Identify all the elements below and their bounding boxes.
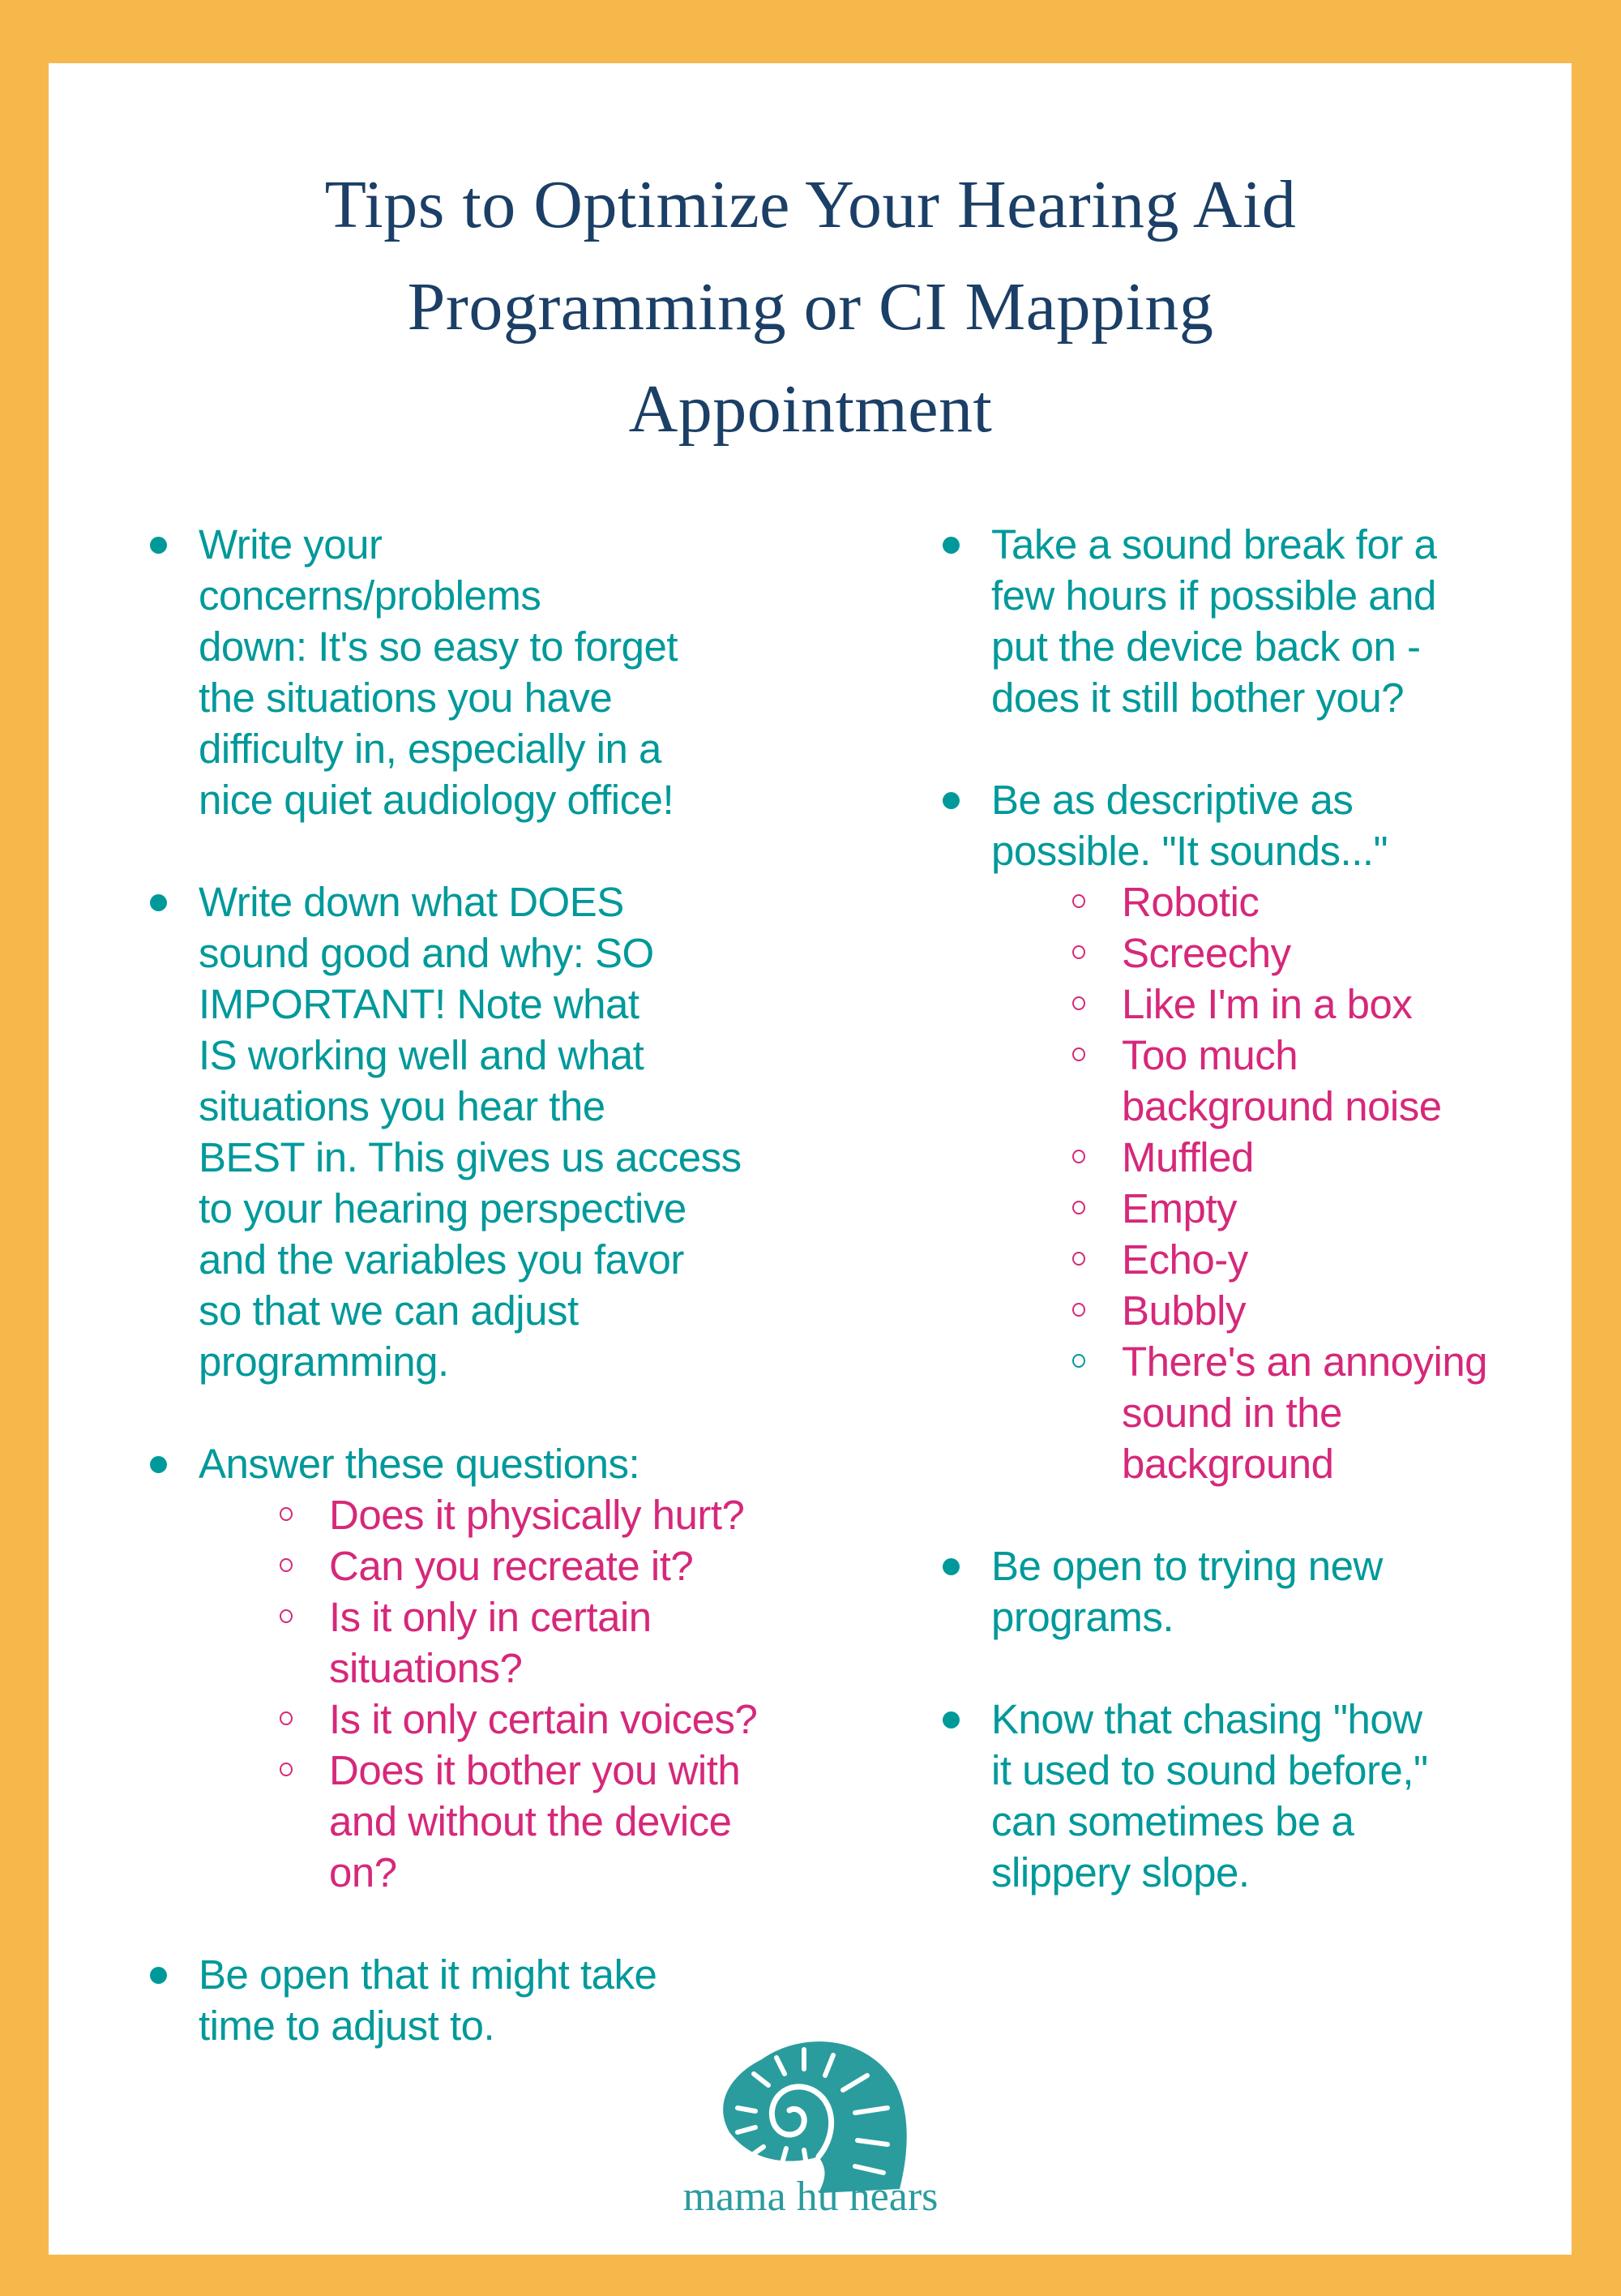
descriptor-item <box>991 876 1559 927</box>
bullet-circle-icon <box>1072 996 1085 1010</box>
tip-line: does it still bother you? <box>991 675 1405 721</box>
bullet-circle-icon <box>280 1558 293 1572</box>
descriptor-line: Robotic <box>1122 879 1260 925</box>
question-item <box>199 1540 798 1591</box>
descriptor-line: Bubbly <box>1122 1287 1246 1334</box>
tip-try-new-programs <box>943 1540 1559 1643</box>
tip-line: slippery slope. <box>991 1849 1250 1895</box>
bullet-dot-icon <box>150 1967 167 1984</box>
question-line: Does it physically hurt? <box>329 1492 745 1538</box>
bullet-circle-icon <box>280 1609 293 1623</box>
tip-line: can sometimes be a <box>991 1798 1354 1844</box>
question-item <box>199 1694 798 1745</box>
right-column <box>943 519 1559 1898</box>
bullet-circle-icon <box>1072 894 1085 908</box>
bullet-circle-icon <box>1072 1354 1085 1368</box>
bullet-dot-icon <box>943 537 960 554</box>
question-item <box>199 1489 798 1540</box>
descriptor-line: Echo-y <box>1122 1236 1248 1283</box>
tip-line: nice quiet audiology office! <box>199 777 674 823</box>
bullet-dot-icon <box>943 1558 960 1575</box>
descriptor-item <box>991 1183 1559 1234</box>
tip-line: Take a sound break for a <box>991 521 1437 568</box>
descriptor-line: background <box>1122 1441 1334 1487</box>
tip-line: few hours if possible and <box>991 572 1436 619</box>
tip-line: the situations you have <box>199 675 613 721</box>
tip-write-what-sounds-good <box>150 876 798 1387</box>
tip-be-open-adjust <box>150 1949 798 2051</box>
question-line: Can you recreate it? <box>329 1543 694 1589</box>
tip-line: Answer these questions: <box>199 1441 640 1487</box>
bullet-circle-icon <box>1072 1150 1085 1163</box>
tip-line: Be as descriptive as <box>991 777 1354 823</box>
bullet-circle-icon <box>1072 1252 1085 1266</box>
bullet-dot-icon <box>943 1711 960 1728</box>
bullet-circle-icon <box>1072 1201 1085 1214</box>
tip-line: Be open that it might take <box>199 1951 657 1998</box>
tip-write-concerns <box>150 519 798 825</box>
tip-be-descriptive <box>943 774 1559 1489</box>
descriptor-line: Empty <box>1122 1185 1238 1232</box>
descriptor-line: There's an annoying <box>1122 1339 1488 1385</box>
tip-line: sound good and why: SO <box>199 930 654 976</box>
page-title <box>0 154 1621 460</box>
descriptor-line: Too much <box>1122 1032 1298 1078</box>
tip-line: programming. <box>199 1339 449 1385</box>
descriptor-item <box>991 1285 1559 1336</box>
descriptor-line: Like I'm in a box <box>1122 981 1413 1027</box>
descriptor-line: sound in the <box>1122 1390 1342 1436</box>
bullet-dot-icon <box>150 894 167 911</box>
question-line: situations? <box>329 1645 523 1691</box>
descriptor-line: Muffled <box>1122 1134 1254 1180</box>
descriptor-list <box>991 876 1559 1489</box>
tip-line: down: It's so easy to forget <box>199 623 678 670</box>
bullet-circle-icon <box>1072 945 1085 959</box>
tip-line: put the device back on - <box>991 623 1421 670</box>
bullet-circle-icon <box>280 1507 293 1521</box>
tip-line: difficulty in, especially in a <box>199 726 661 772</box>
tip-line: it used to sound before," <box>991 1747 1428 1793</box>
tip-line: situations you hear the <box>199 1083 605 1129</box>
question-line: Does it bother you with <box>329 1747 741 1793</box>
tip-slippery-slope <box>943 1694 1559 1898</box>
brand-logo-text: mama hu hears <box>682 2174 939 2220</box>
bullet-dot-icon <box>150 537 167 554</box>
bullet-circle-icon <box>280 1711 293 1725</box>
bullet-circle-icon <box>1072 1047 1085 1061</box>
tip-line: Write down what DOES <box>199 879 624 925</box>
question-list <box>199 1489 798 1898</box>
question-line: on? <box>329 1849 397 1895</box>
descriptor-item <box>991 1132 1559 1183</box>
tip-line: programs. <box>991 1594 1174 1640</box>
tip-sound-break <box>943 519 1559 723</box>
tip-line: Know that chasing "how <box>991 1696 1422 1742</box>
descriptor-line: Screechy <box>1122 930 1291 976</box>
question-line: Is it only certain voices? <box>329 1696 758 1742</box>
descriptor-item <box>991 1030 1559 1132</box>
bullet-circle-icon <box>1072 1303 1085 1317</box>
title-line: Programming or CI Mapping <box>407 269 1214 345</box>
tip-answer-questions <box>150 1438 798 1898</box>
descriptor-item <box>991 1336 1559 1489</box>
descriptor-item <box>991 1234 1559 1285</box>
question-item <box>199 1745 798 1898</box>
descriptor-item <box>991 927 1559 979</box>
bullet-circle-icon <box>280 1763 293 1776</box>
title-line: Tips to Optimize Your Hearing Aid <box>324 167 1297 242</box>
bullet-dot-icon <box>943 792 960 809</box>
question-line: Is it only in certain <box>329 1594 652 1640</box>
tip-line: possible. "It sounds..." <box>991 828 1388 874</box>
tip-line: to your hearing perspective <box>199 1185 686 1232</box>
tip-line: and the variables you favor <box>199 1236 684 1283</box>
descriptor-item <box>991 979 1559 1030</box>
descriptor-line: background noise <box>1122 1083 1442 1129</box>
tip-line: concerns/problems <box>199 572 541 619</box>
title-line: Appointment <box>628 371 993 447</box>
question-line: and without the device <box>329 1798 732 1844</box>
question-item <box>199 1591 798 1694</box>
tip-line: IS working well and what <box>199 1032 644 1078</box>
left-column <box>150 519 798 2051</box>
tip-line: IMPORTANT! Note what <box>199 981 639 1027</box>
tip-line: BEST in. This gives us access <box>199 1134 742 1180</box>
tip-line: Be open to trying new <box>991 1543 1383 1589</box>
bullet-dot-icon <box>150 1456 167 1473</box>
tip-line: time to adjust to. <box>199 2003 495 2049</box>
tip-line: so that we can adjust <box>199 1287 579 1334</box>
tip-line: Write your <box>199 521 383 568</box>
